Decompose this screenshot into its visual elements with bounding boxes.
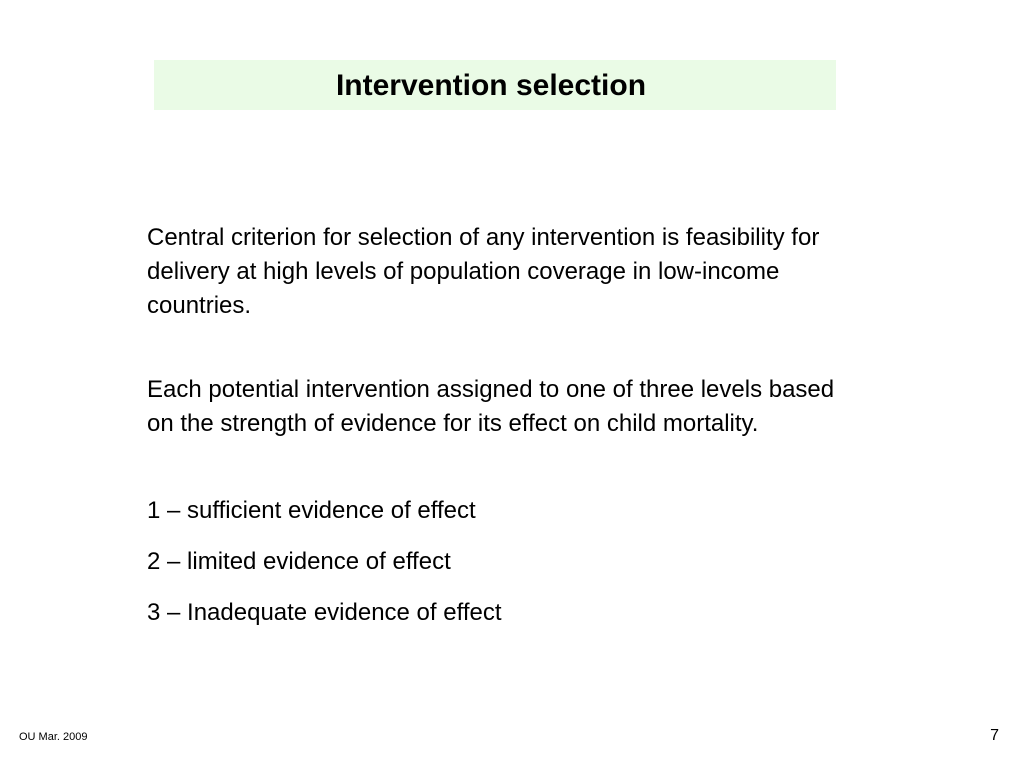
evidence-level-item: 1 – sufficient evidence of effect bbox=[147, 497, 476, 524]
slide-title: Intervention selection bbox=[335, 69, 647, 102]
title-banner bbox=[154, 60, 836, 110]
footer-label: OU Mar. 2009 bbox=[19, 731, 88, 743]
evidence-level-item: 2 – limited evidence of effect bbox=[147, 548, 451, 575]
evidence-level-item: 3 – Inadequate evidence of effect bbox=[147, 599, 502, 626]
page-number: 7 bbox=[990, 727, 999, 744]
evidence-levels-paragraph: Each potential intervention assigned to one of three levels based on the strength of evidence for its effect on child mortality. bbox=[147, 376, 835, 437]
criterion-paragraph: Central criterion for selection of any intervention is feasibility for delivery at high levels of population coverage in low-income countries. bbox=[147, 224, 820, 319]
